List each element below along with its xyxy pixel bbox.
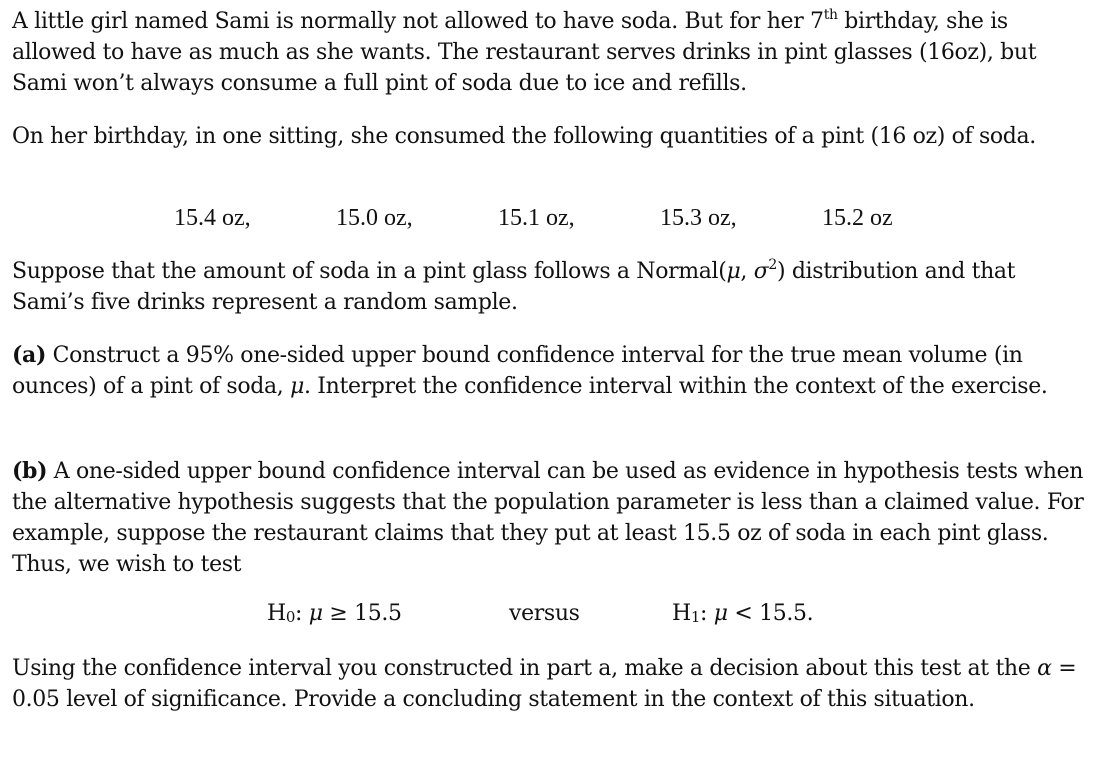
h1-subscript: 1 [690, 608, 701, 626]
quantities-row [12, 205, 1088, 237]
null-hypothesis [267, 601, 402, 626]
mu-symbol: μ [308, 601, 323, 626]
sigma-symbol: σ [753, 259, 769, 284]
intro-text-start: A little girl named Sami is normally not allowed to have soda. But for her 7 [12, 9, 824, 34]
versus-label: versus [509, 601, 580, 626]
h0-letter: H [267, 601, 286, 626]
hypotheses-row [12, 601, 1088, 633]
alpha-symbol: α [1037, 656, 1052, 681]
part-b-label: (b) [12, 458, 48, 484]
conclusion-text-start: Using the confidence interval you constructed in part a, make a decision about this test at the [12, 656, 1038, 681]
intro-paragraph [12, 6, 1088, 99]
quantity-value: 15.1 oz, [498, 205, 575, 231]
mu-symbol: μ [713, 601, 728, 626]
part-a-text-end: . Interpret the confidence interval within the context of the exercise. [304, 374, 1048, 399]
squared-superscript: 2 [768, 257, 777, 273]
part-a-text-start: Construct a 95% one-sided upper bound confidence interval for the true mean volume (in ounces) of a pint of soda, [12, 343, 1023, 399]
h0-subscript: 0 [285, 608, 296, 626]
h0-colon: : [295, 601, 309, 626]
quantity-value: 15.2 oz [822, 205, 893, 231]
quantity-value: 15.0 oz, [336, 205, 413, 231]
quantity-value: 15.3 oz, [660, 205, 737, 231]
assumption-paragraph [12, 256, 1088, 318]
consumption-paragraph: On her birthday, in one sitting, she consumed the following quantities of a pint (16 oz) of soda. [12, 124, 1036, 149]
assumption-text-end: ) distribution and that Sami’s five drinks represent a random sample. [12, 259, 1016, 315]
h0-condition: ≥ 15.5 [322, 601, 402, 626]
intro-text-end: birthday, she is allowed to have as much as she wants. The restaurant serves drinks in pint glasses (16oz), but Sami won’t always consume a full pint of soda due to ice and refills. [12, 9, 1037, 96]
h1-letter: H [672, 601, 691, 626]
mu-symbol: μ [726, 259, 741, 284]
mu-symbol: μ [290, 374, 305, 399]
alternative-hypothesis [672, 601, 813, 626]
assumption-comma: , [740, 259, 754, 284]
conclusion-text-end: = 0.05 level of significance. Provide a concluding statement in the context of this situation. [12, 656, 1077, 712]
part-b-paragraph [12, 456, 1088, 580]
h1-condition: < 15.5. [727, 601, 814, 626]
h1-colon: : [700, 601, 714, 626]
ordinal-superscript: th [823, 7, 838, 23]
quantity-value: 15.4 oz, [174, 205, 251, 231]
conclusion-paragraph [12, 653, 1088, 715]
assumption-text-start: Suppose that the amount of soda in a pint glass follows a Normal( [12, 259, 727, 284]
part-a-paragraph [12, 340, 1088, 402]
part-b-text: A one-sided upper bound confidence interval can be used as evidence in hypothesis tests when the alternative hypothesis suggests that the population parameter is less than a claimed value. For example, suppose the restaurant claims that they put at least 15.5 oz of soda in each pint glass. Thus, we wish to test [12, 459, 1084, 577]
part-a-label: (a) [12, 342, 47, 368]
